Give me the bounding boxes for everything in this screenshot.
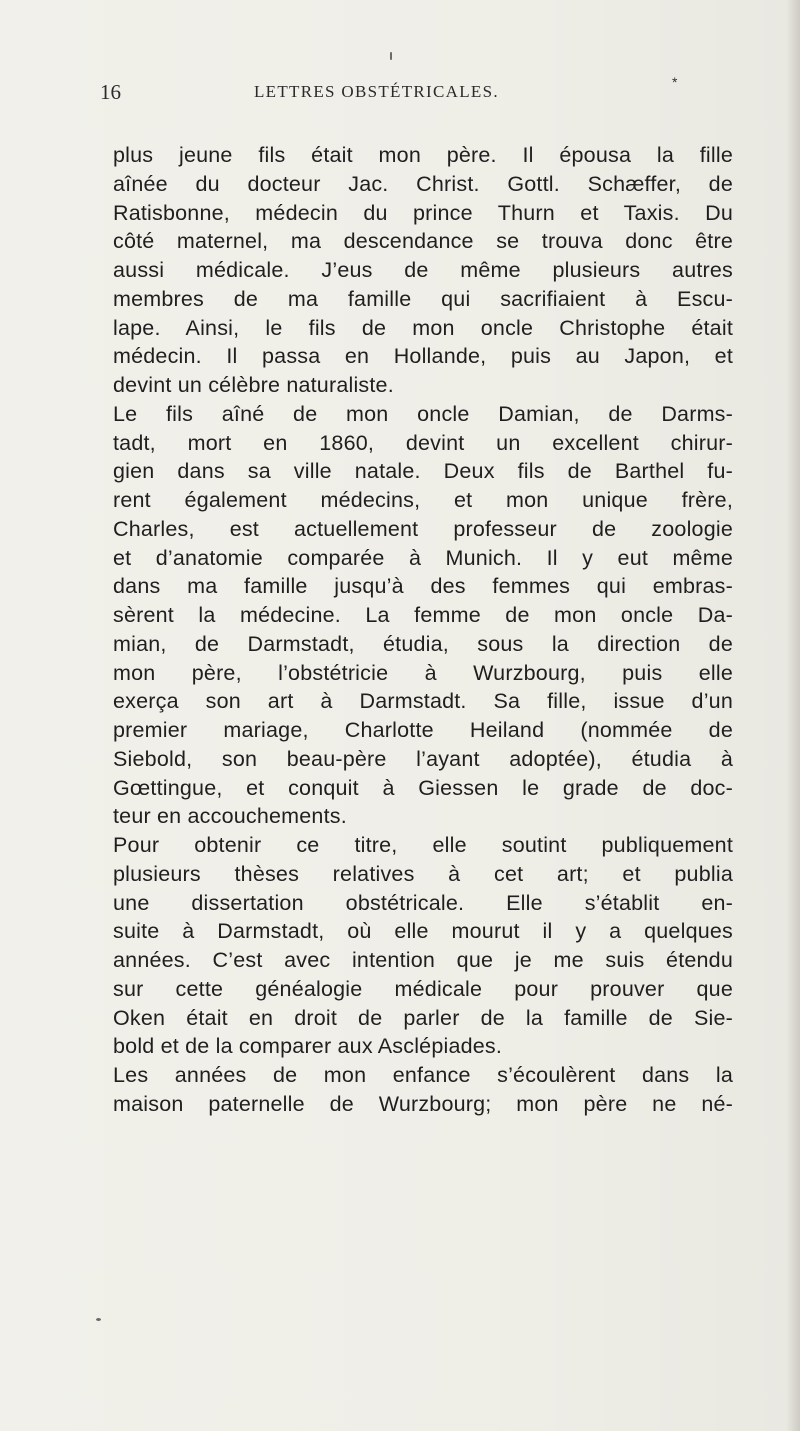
text-line: Siebold, son beau-père l’ayant adoptée), étudia à (113, 746, 733, 771)
body-text (113, 141, 733, 1119)
text-line: dans ma famille jusqu’à des femmes qui embras- (113, 574, 733, 599)
text-line: Gœttingue, et conquit à Giessen le grade de doc- (113, 775, 733, 800)
text-line: maison paternelle de Wurzbourg; mon père ne né- (113, 1091, 733, 1116)
running-head: LETTRES OBSTÉTRICALES. (254, 82, 499, 101)
text-line: mon père, l’obstétricie à Wurzbourg, puis elle (113, 660, 733, 685)
text-line: années. C’est avec intention que je me suis étendu (113, 948, 733, 972)
text-line: rent également médecins, et mon unique frère, (113, 488, 733, 512)
text-line: gien dans sa ville natale. Deux fils de Barthel fu- (113, 459, 733, 484)
text-line: plus jeune fils était mon père. Il épousa la fille (113, 143, 733, 167)
page-number: 16 (100, 80, 121, 104)
text-line: premier mariage, Charlotte Heiland (nommée de (113, 718, 733, 742)
text-line: lape. Ainsi, le fils de mon oncle Christophe était (113, 315, 733, 340)
asterisk-mark: * (672, 74, 678, 90)
text-line: Ratisbonne, médecin du prince Thurn et Taxis. Du (113, 200, 733, 225)
text-line: Oken était en droit de parler de la famille de Sie- (113, 1005, 733, 1030)
text-line: bold et de la comparer aux Asclépiades. (113, 1034, 503, 1059)
text-line: plusieurs thèses relatives à cet art; et publia (113, 861, 733, 886)
text-line: Les années de mon enfance s’écoulèrent dans la (113, 1063, 733, 1087)
text-line: aussi médicale. J’eus de même plusieurs autres (113, 258, 733, 282)
text-line: exerça son art à Darmstadt. Sa fille, issue d’un (113, 689, 733, 714)
text-line: médecin. Il passa en Hollande, puis au Japon, et (113, 344, 733, 369)
text-line: mian, de Darmstadt, étudia, sous la direction de (113, 631, 733, 656)
text-line: une dissertation obstétricale. Elle s’établit en- (113, 890, 733, 915)
text-line: sur cette généalogie médicale pour prouver que (113, 976, 733, 1001)
text-line: membres de ma famille qui sacrifiaient à Escu- (113, 286, 733, 311)
text-line: aînée du docteur Jac. Christ. Gottl. Schæffer, de (113, 171, 733, 196)
text-line: teur en accouchements. (113, 804, 347, 829)
page-edge-shadow (786, 0, 800, 1431)
paper-speck (390, 52, 392, 60)
text-line: sèrent la médecine. La femme de mon oncle Da- (113, 603, 733, 627)
text-line: suite à Darmstadt, où elle mourut il y a quelques (113, 919, 733, 944)
text-line: devint un célèbre naturaliste. (113, 373, 394, 397)
paper-speck (96, 1318, 101, 1321)
text-line: Pour obtenir ce titre, elle soutint publiquement (113, 833, 733, 857)
text-line: et d’anatomie comparée à Munich. Il y eut même (113, 545, 733, 570)
text-line: Charles, est actuellement professeur de zoologie (113, 516, 733, 541)
text-line: côté maternel, ma descendance se trouva donc être (113, 229, 733, 254)
text-line: Le fils aîné de mon oncle Damian, de Darms- (113, 401, 733, 426)
text-line: tadt, mort en 1860, devint un excellent chirur- (113, 430, 733, 455)
page-header (100, 74, 740, 110)
